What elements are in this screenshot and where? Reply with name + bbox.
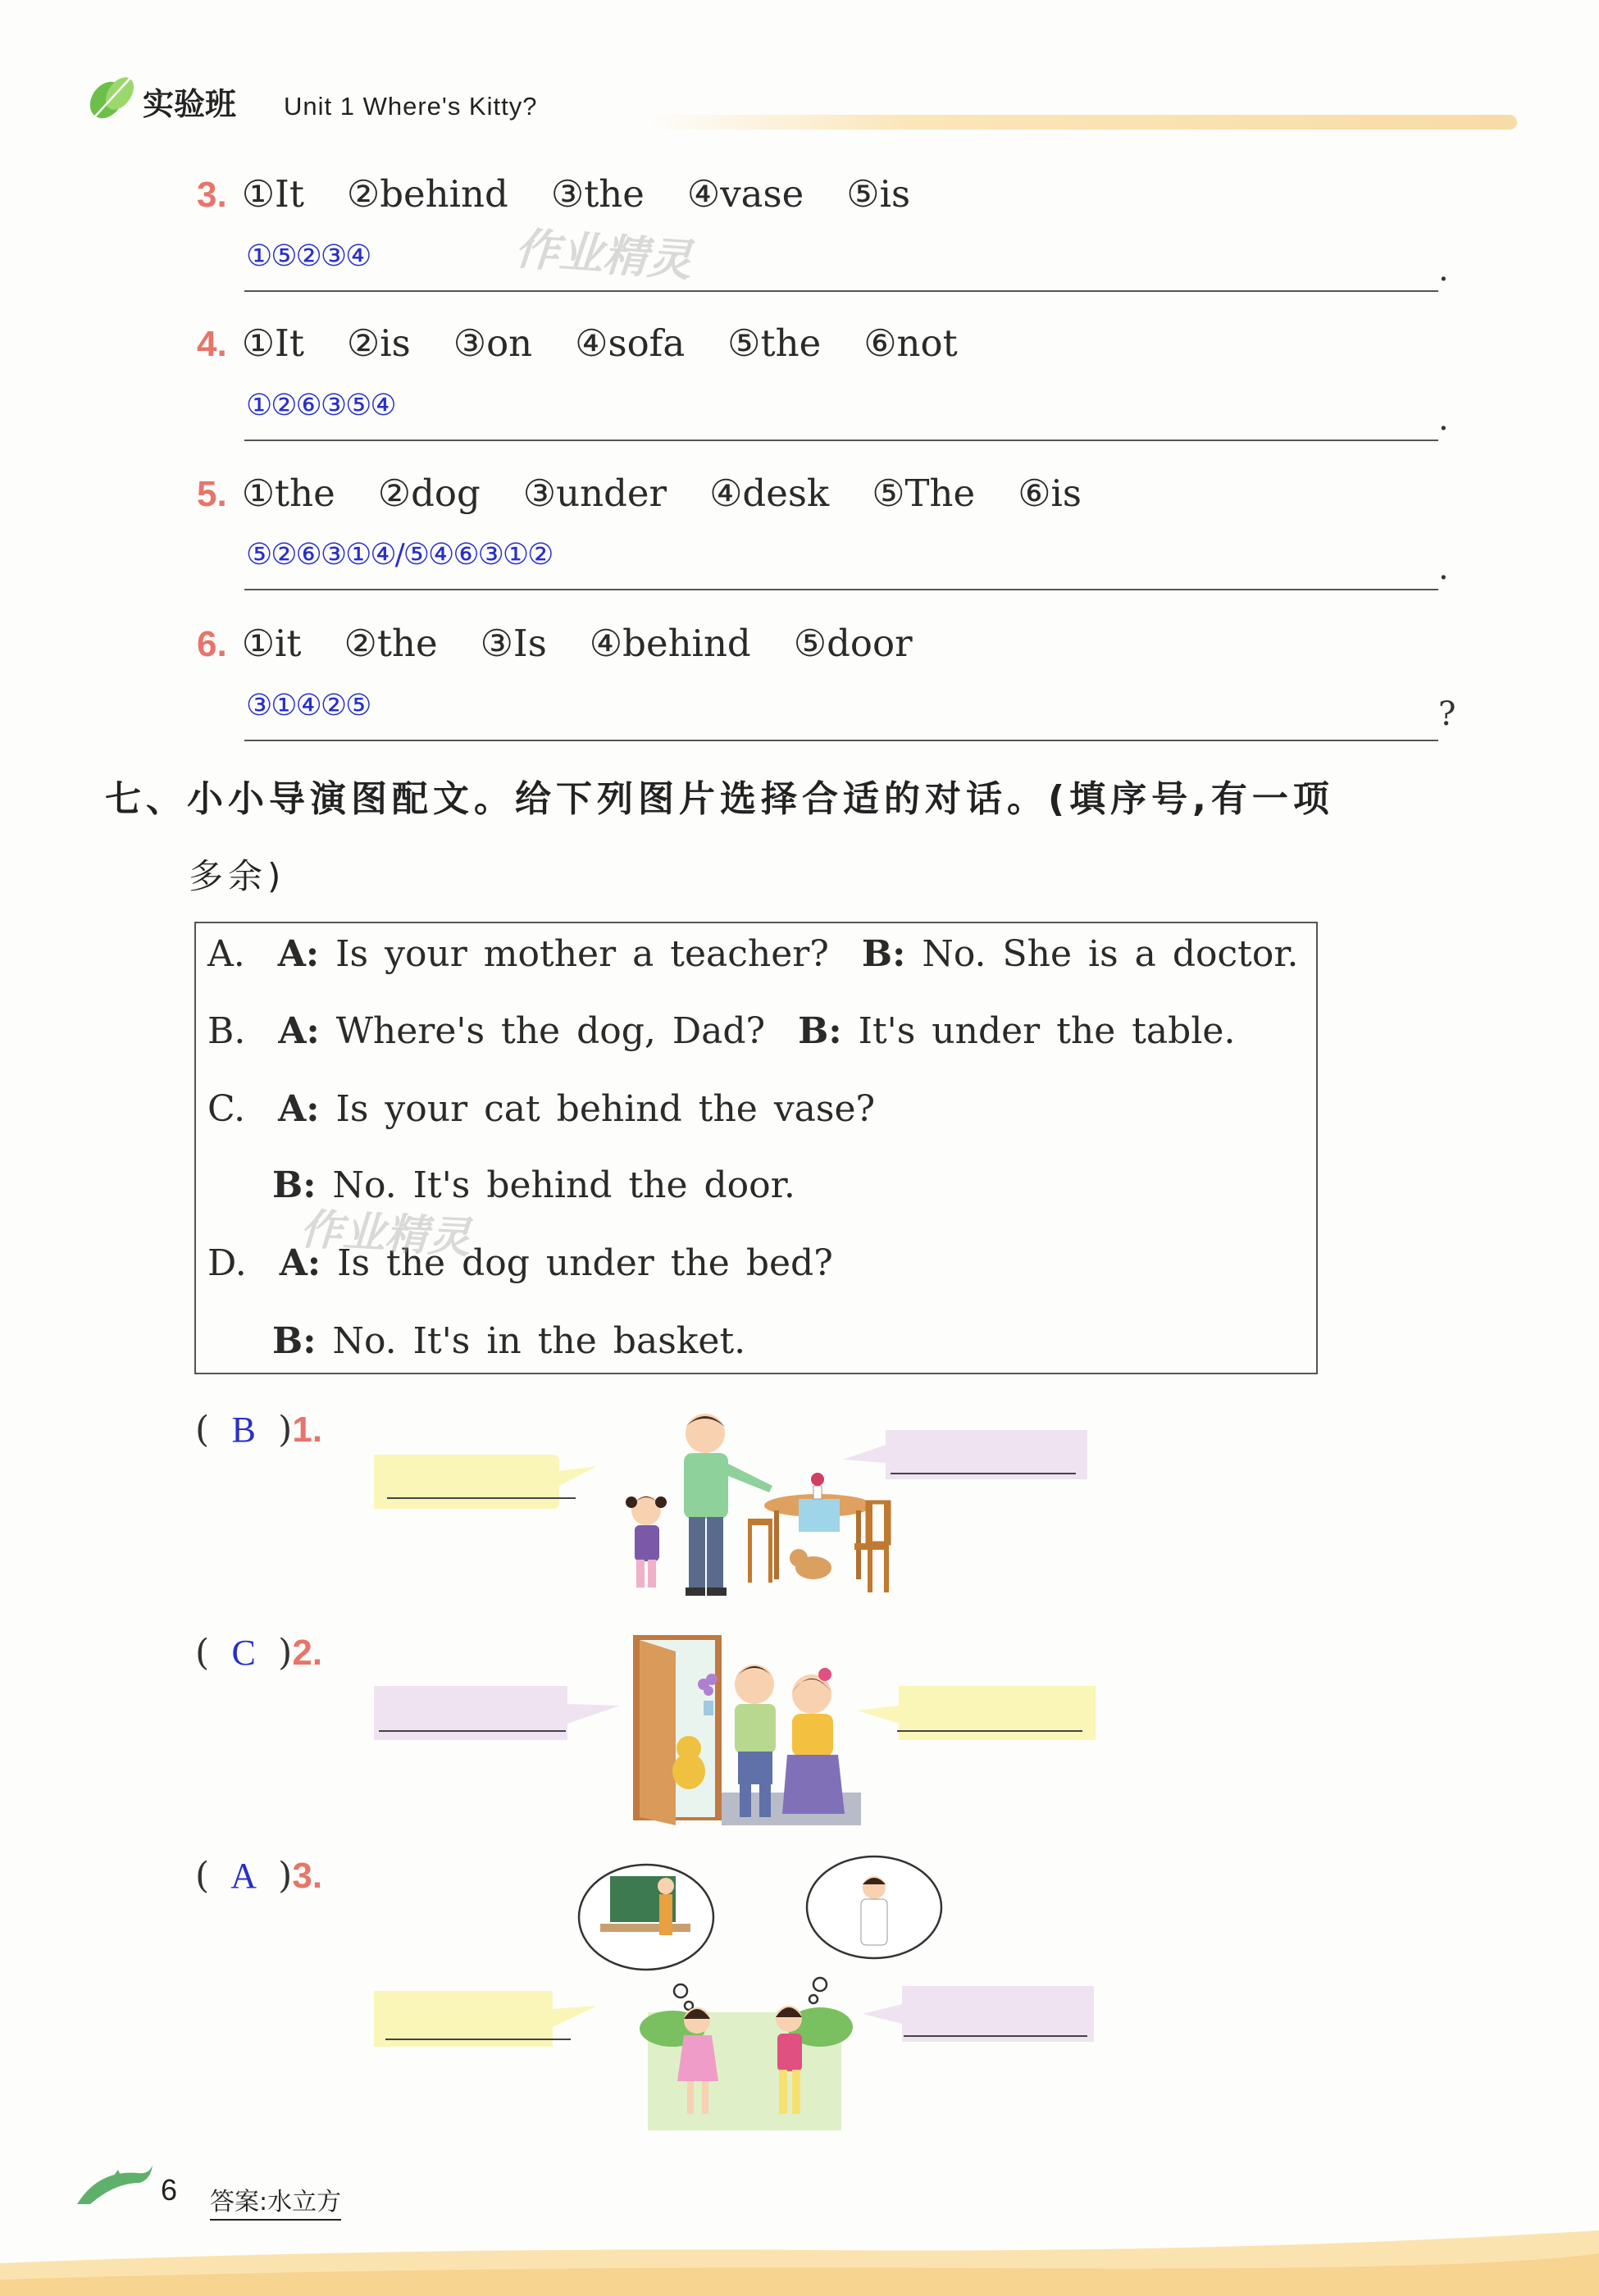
watermark: 作业精灵 (512, 222, 694, 287)
speaker-b: B: (798, 1010, 842, 1052)
word: ⑤The (872, 472, 976, 515)
leaf-logo-icon (89, 71, 139, 121)
option-text: No. It's in the basket. (332, 1320, 746, 1362)
question-words (197, 472, 1124, 515)
option-letter: A. (207, 933, 245, 975)
picture-question-2: ( C )2. (195, 1632, 323, 1674)
blank-line (891, 1473, 1076, 1474)
blank-line (385, 2039, 571, 2040)
option-letter: D. (207, 1242, 247, 1284)
end-punctuation: ? (1438, 695, 1456, 733)
answer-text[interactable]: ③①④②⑤ (246, 689, 371, 722)
answer-letter[interactable]: B (231, 1410, 256, 1450)
word: ③Is (480, 622, 547, 665)
word: ⑥is (1018, 472, 1082, 515)
word: ①It (241, 321, 304, 365)
brand-title: 实验班 (143, 86, 237, 122)
question-number: 2. (292, 1633, 323, 1673)
word: ③under (522, 472, 667, 515)
word: ⑤the (727, 321, 822, 365)
picture-question-1: ( B )1. (195, 1409, 323, 1451)
blank-line (387, 1497, 576, 1499)
end-punctuation: . (1438, 400, 1449, 438)
word: ④vase (686, 172, 804, 216)
option-text: It's under the table. (858, 1010, 1236, 1052)
end-punctuation: . (1438, 251, 1449, 289)
answer-line (244, 740, 1438, 741)
option-text: Where's the dog, Dad? (335, 1010, 766, 1052)
question-number: 1. (292, 1410, 323, 1450)
word: ③on (453, 321, 533, 365)
illustration-dad-girl-dog-table (608, 1404, 904, 1604)
word: ②the (344, 622, 438, 665)
word: ②dog (377, 472, 481, 515)
option-c (207, 1088, 875, 1130)
illustration-door-cat-children (631, 1632, 861, 1827)
footer-decor-band (0, 2214, 1599, 2296)
page-number: 6 (161, 2173, 178, 2207)
word: ①it (241, 622, 302, 665)
option-text: No. She is a doctor. (922, 933, 1299, 975)
picture-question-3: ( A )3. (195, 1855, 323, 1897)
unit-title: Unit 1 Where's Kitty? (284, 92, 538, 121)
word: ④desk (709, 472, 830, 515)
header-decor-band (648, 115, 1517, 130)
option-text: Is the dog under the bed? (337, 1242, 833, 1284)
word: ①It (241, 172, 304, 216)
answer-text[interactable]: ①⑤②③④ (246, 239, 371, 273)
question-words (197, 321, 1000, 365)
question-number: 4. (197, 324, 227, 364)
word: ③the (550, 172, 645, 216)
blank-line (897, 1730, 1082, 1732)
word: ④sofa (575, 321, 686, 365)
word: ①the (241, 472, 335, 515)
speech-bubble-left (371, 1681, 625, 1747)
answer-letter[interactable]: A (230, 1856, 257, 1896)
speaker-a: A: (279, 1242, 321, 1284)
word: ⑤is (846, 172, 911, 216)
option-d-reply (272, 1320, 745, 1362)
speaker-b: B: (272, 1320, 317, 1362)
speaker-b: B: (272, 1164, 317, 1206)
options-box (194, 922, 1318, 1374)
watermark: 作业精灵 (298, 1205, 472, 1264)
word: ⑥not (863, 321, 958, 365)
question-number: 6. (197, 624, 227, 664)
question-number: 5. (197, 474, 227, 514)
answer-line (244, 290, 1438, 292)
section-title-cont: 多余) (189, 856, 286, 896)
dolphin-icon (74, 2162, 156, 2211)
option-b (207, 1010, 1235, 1052)
option-letter: C. (207, 1088, 246, 1130)
word: ⑤door (793, 622, 913, 665)
answer-source: 答案:水立方 (210, 2181, 341, 2221)
blank-line (379, 1730, 566, 1732)
option-text: Is your mother a teacher? (335, 933, 829, 975)
answer-line (244, 589, 1438, 590)
speaker-a: A: (277, 933, 320, 975)
speaker-a: A: (278, 1010, 320, 1052)
question-words (197, 622, 955, 665)
speech-bubble-left (371, 1450, 602, 1512)
illustration-girls-thinking-teacher-doctor (574, 1852, 943, 2130)
question-number: 3. (197, 175, 227, 215)
question-number: 3. (292, 1856, 323, 1896)
word: ④behind (589, 622, 751, 665)
option-a (207, 933, 1299, 975)
speaker-a: A: (278, 1088, 320, 1130)
speaker-b: B: (861, 933, 906, 975)
word: ②is (346, 321, 411, 365)
option-text: No. It's behind the door. (332, 1164, 795, 1206)
answer-line (244, 440, 1438, 441)
speech-bubble-right (853, 1683, 1099, 1745)
end-punctuation: . (1438, 549, 1449, 587)
option-letter: B. (207, 1010, 246, 1052)
answer-text[interactable]: ①②⑥③⑤④ (246, 389, 395, 422)
option-text: Is your cat behind the vase? (335, 1088, 876, 1130)
question-words (197, 172, 953, 216)
section-title: 七、小小导演图配文。给下列图片选择合适的对话。(填序号,有一项 (105, 778, 1334, 820)
answer-text[interactable]: ⑤②⑥③①④/⑤④⑥③①② (246, 538, 553, 572)
word: ②behind (346, 172, 508, 216)
answer-letter[interactable]: C (231, 1633, 256, 1673)
speech-bubble-left (371, 1988, 602, 2053)
